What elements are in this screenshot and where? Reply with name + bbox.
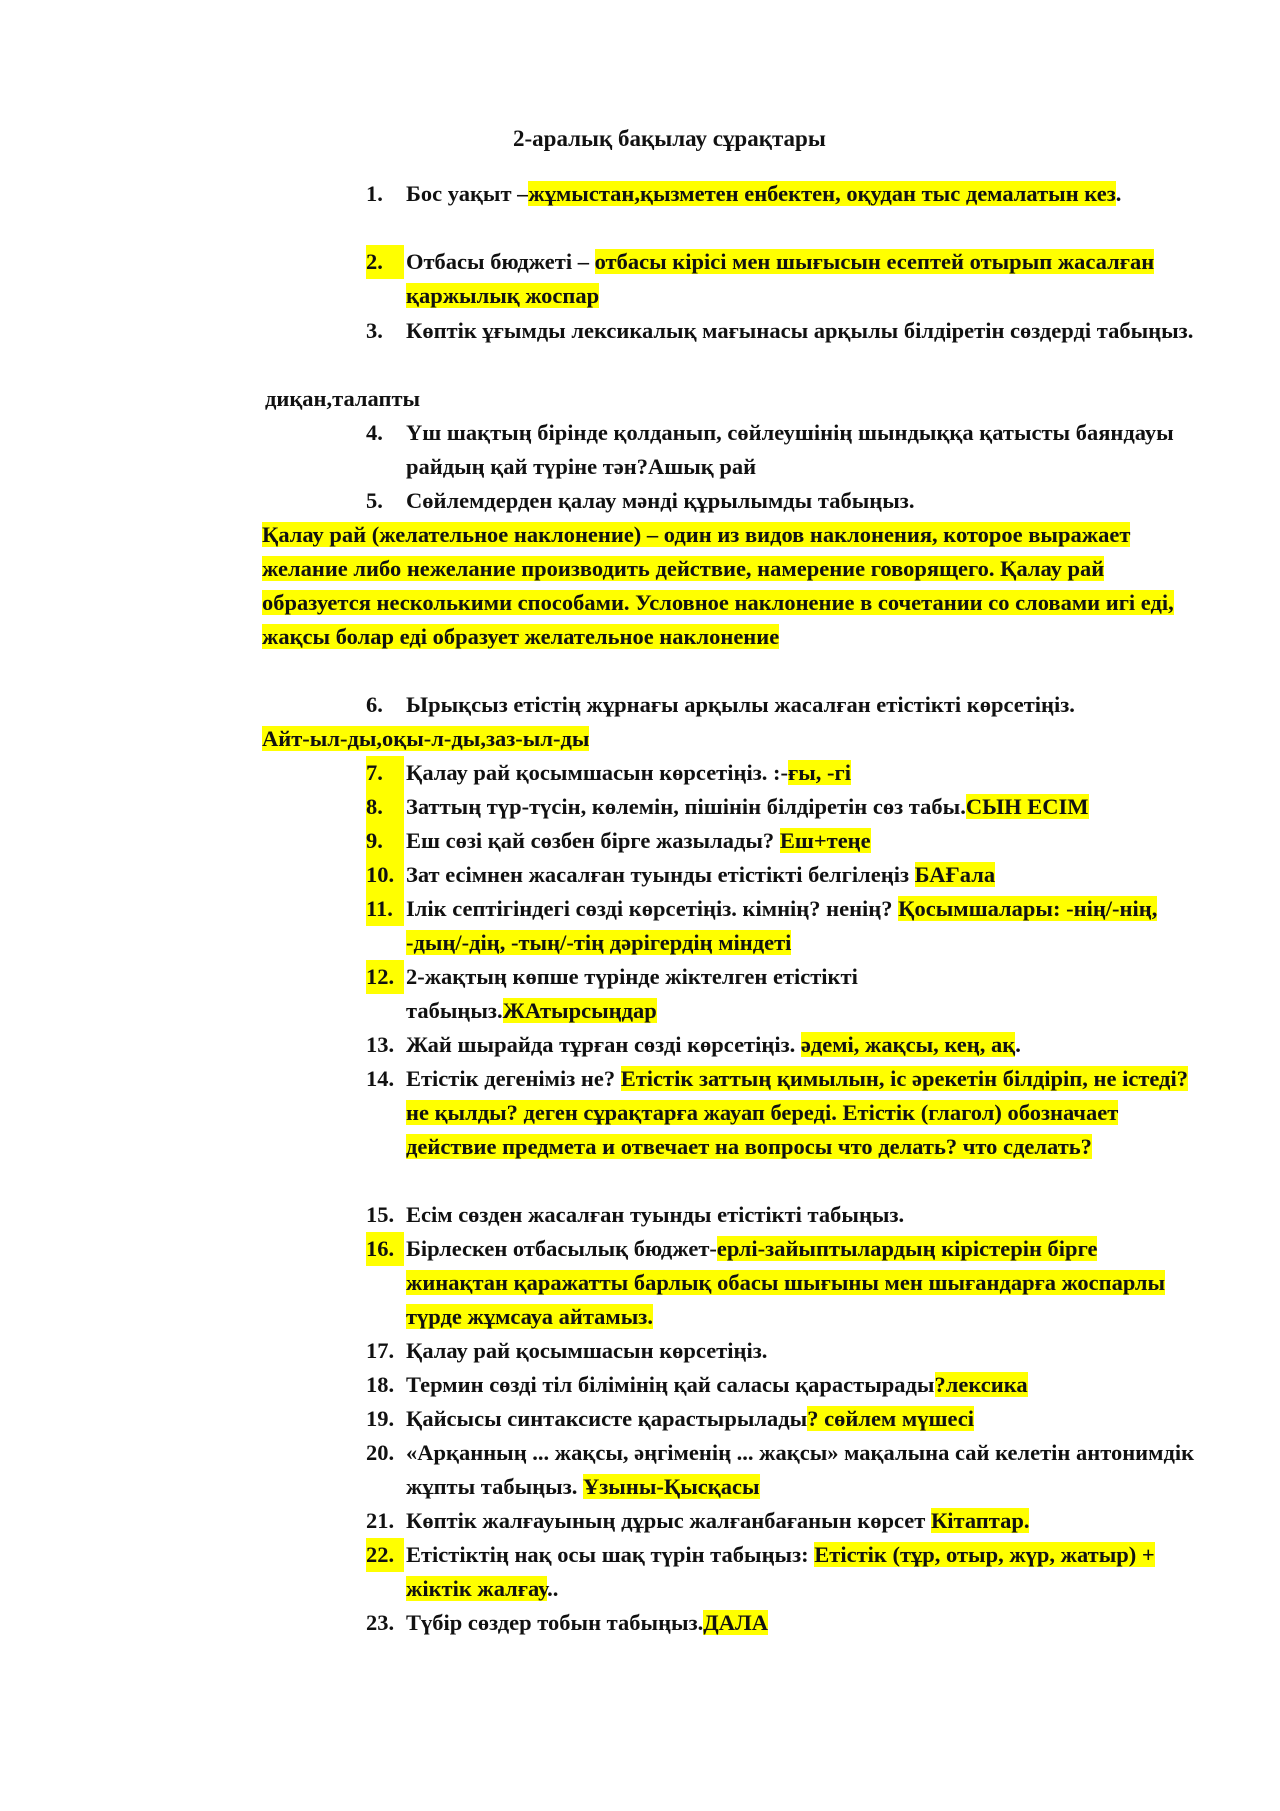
question-tail: ..: [547, 1576, 559, 1601]
answer-highlight: ДАЛА: [703, 1610, 769, 1635]
question-text: Сөйлемдерден қалау мәнді құрылымды табыңыз.: [406, 488, 915, 513]
question-text: Қалау рай қосымшасын көрсетіңіз. :-: [406, 760, 788, 785]
answer-5: [262, 518, 1182, 654]
question-number: 18.: [366, 1372, 395, 1397]
question-text: Көптік ұғымды лексикалық мағынасы арқылы білдіретін сөздерді табыңыз.: [406, 318, 1194, 343]
question-8: [366, 790, 1196, 824]
question-text: Жай шырайда тұрған сөзді көрсетіңіз.: [406, 1032, 801, 1057]
question-text: Етістік дегеніміз не?: [406, 1066, 621, 1091]
question-number: 21.: [366, 1508, 395, 1533]
question-text: Ырықсыз етістің жұрнағы арқылы жасалған етістікті көрсетіңіз.: [406, 692, 1075, 717]
question-number: 22.: [366, 1538, 404, 1572]
question-15: [366, 1198, 1196, 1232]
question-number: 15.: [366, 1202, 395, 1227]
question-12: [366, 960, 926, 1028]
answer-highlight: отбасы кірісі мен шығысын есептей отырып жасалған қаржылық жоспар: [406, 249, 1155, 308]
question-text: Қалау рай қосымшасын көрсетіңіз.: [406, 1338, 768, 1363]
question-text: Бірлескен отбасылық бюджет-: [406, 1236, 717, 1261]
question-number: 20.: [366, 1440, 395, 1465]
question-text: Заттың түр-түсін, көлемін, пішінін білдіретін сөз табы.: [406, 794, 966, 819]
question-10: [366, 858, 1196, 892]
question-text: Көптік жалғауының дұрыс жалғанбағанын көрсет: [406, 1508, 931, 1533]
question-text: Түбір сөздер тобын табыңыз.: [406, 1610, 704, 1635]
question-text: Зат есімнен жасалған туынды етістікті белгілеңіз: [406, 862, 915, 887]
question-number: 1.: [366, 181, 383, 206]
question-number: 14.: [366, 1066, 395, 1091]
answer-highlight: ? сөйлем мүшесі: [807, 1406, 974, 1431]
answer-6: [262, 722, 1182, 756]
question-text: Қайсысы синтаксисте қарастырылады: [406, 1406, 808, 1431]
question-23: [366, 1606, 1196, 1640]
document-title: 2-аралық бақылау сұрақтары: [513, 126, 826, 151]
question-text: Еш сөзі қай сөзбен бірге жазылады?: [406, 828, 780, 853]
question-14: [366, 1062, 1196, 1164]
question-2: [366, 245, 1196, 313]
question-text: Бос уақыт –: [406, 181, 529, 206]
question-tail: .: [1015, 1032, 1021, 1057]
answer-highlight: ғы, -гі: [787, 760, 851, 785]
question-text: Үш шақтың бірінде қолданып, сөйлеушінің шындыққа қатысты баяндауы райдың қай түріне тән?Ашық рай: [406, 420, 1174, 479]
answer-highlight: Айт-ыл-ды,оқы-л-ды,заз-ыл-ды: [262, 726, 590, 751]
question-text: Ілік септігіндегі сөзді көрсетіңіз. кімнің? ненің?: [406, 896, 899, 921]
answer-highlight: ерлі-зайыптылардың кірістерін бірге жинақтан қаражатты барлық обасы шығыны мен шығандарға жоспарлы түрде жұмсауа айтамыз.: [406, 1236, 1166, 1329]
question-number: 23.: [366, 1610, 395, 1635]
question-number: 2.: [366, 245, 404, 279]
question-text: Термин сөзді тіл білімінің қай саласы қарастырады: [406, 1372, 935, 1397]
question-number: 10.: [366, 858, 404, 892]
question-text: Есім сөзден жасалған туынды етістікті табыңыз.: [406, 1202, 905, 1227]
answer-highlight: Қалау рай (желательное наклонение) – один из видов наклонения, которое выражает желание либо нежелание производить действие, намерение говорящего. Қалау рай образуется несколькими способами. Условное наклонение в сочетании со словами игі еді, жақсы болар еді образует желательное наклонение: [262, 522, 1174, 649]
question-13: [366, 1028, 1196, 1062]
answer-highlight: Еш+теңе: [779, 828, 871, 853]
question-20: [366, 1436, 1196, 1504]
question-6: [366, 688, 1196, 722]
question-number: 7.: [366, 756, 404, 790]
answer-highlight: Етістік (тұр, отыр, жүр, жатыр) + жіктік жалғау: [406, 1542, 1155, 1601]
question-number: 19.: [366, 1406, 395, 1431]
question-number: 12.: [366, 960, 404, 994]
question-4: [366, 416, 1196, 484]
question-1: [366, 177, 1196, 211]
question-21: [366, 1504, 1196, 1538]
answer-highlight: ЖАтырсыңдар: [502, 998, 657, 1023]
question-16: [366, 1232, 1166, 1334]
question-3: [366, 314, 1196, 348]
question-17: [366, 1334, 1196, 1368]
question-number: 3.: [366, 318, 383, 343]
question-18: [366, 1368, 1196, 1402]
answer-highlight: СЫН ЕСІМ: [965, 794, 1089, 819]
question-number: 4.: [366, 420, 383, 445]
question-5: [366, 484, 1196, 518]
answer-highlight: БАҒала: [914, 862, 996, 887]
question-number: 6.: [366, 692, 383, 717]
question-number: 13.: [366, 1032, 395, 1057]
question-number: 8.: [366, 790, 404, 824]
answer-highlight: жұмыстан,қызметен енбектен, оқудан тыс демалатын кез: [528, 181, 1116, 206]
answer-highlight: Етістік заттың қимылын, іс әрекетін білдіріп, не істеді? не қылды? деген сұрақтарға жауап береді. Етістік (глагол) обозначает действие предмета и отвечает на вопросы что делать? что сделать?: [406, 1066, 1188, 1159]
question-number: 9.: [366, 824, 404, 858]
question-number: 11.: [366, 892, 404, 926]
question-text: «Арқанның ... жақсы, әңгіменің ... жақсы» мақалына сай келетін антонимдік жұпты табыңыз.: [406, 1440, 1195, 1499]
question-11: [366, 892, 1196, 960]
question-7: [366, 756, 1196, 790]
question-22: [366, 1538, 1196, 1606]
answer-highlight: ?лексика: [934, 1372, 1028, 1397]
question-tail: .: [1115, 181, 1122, 206]
answer-highlight: Ұзыны-Қысқасы: [583, 1474, 760, 1499]
answer-highlight: Қосымшалары: -нің/-нің, -дың/-дің, -тың/-тің дәрігердің міндеті: [406, 896, 1158, 955]
answer-3: диқан,талапты: [265, 386, 421, 411]
question-text: Етістіктің нақ осы шақ түрін табыңыз:: [406, 1542, 815, 1567]
question-9: [366, 824, 1196, 858]
answer-highlight: әдемі, жақсы, кең, ақ: [800, 1032, 1016, 1057]
question-text: 2-жақтың көпше түрінде жіктелген етістікті табыңыз.: [406, 964, 858, 1023]
question-text: Отбасы бюджеті –: [406, 249, 595, 274]
answer-highlight: Кітаптар.: [930, 1508, 1030, 1533]
question-number: 17.: [366, 1338, 395, 1363]
question-number: 16.: [366, 1232, 404, 1266]
question-number: 5.: [366, 488, 383, 513]
question-19: [366, 1402, 1196, 1436]
